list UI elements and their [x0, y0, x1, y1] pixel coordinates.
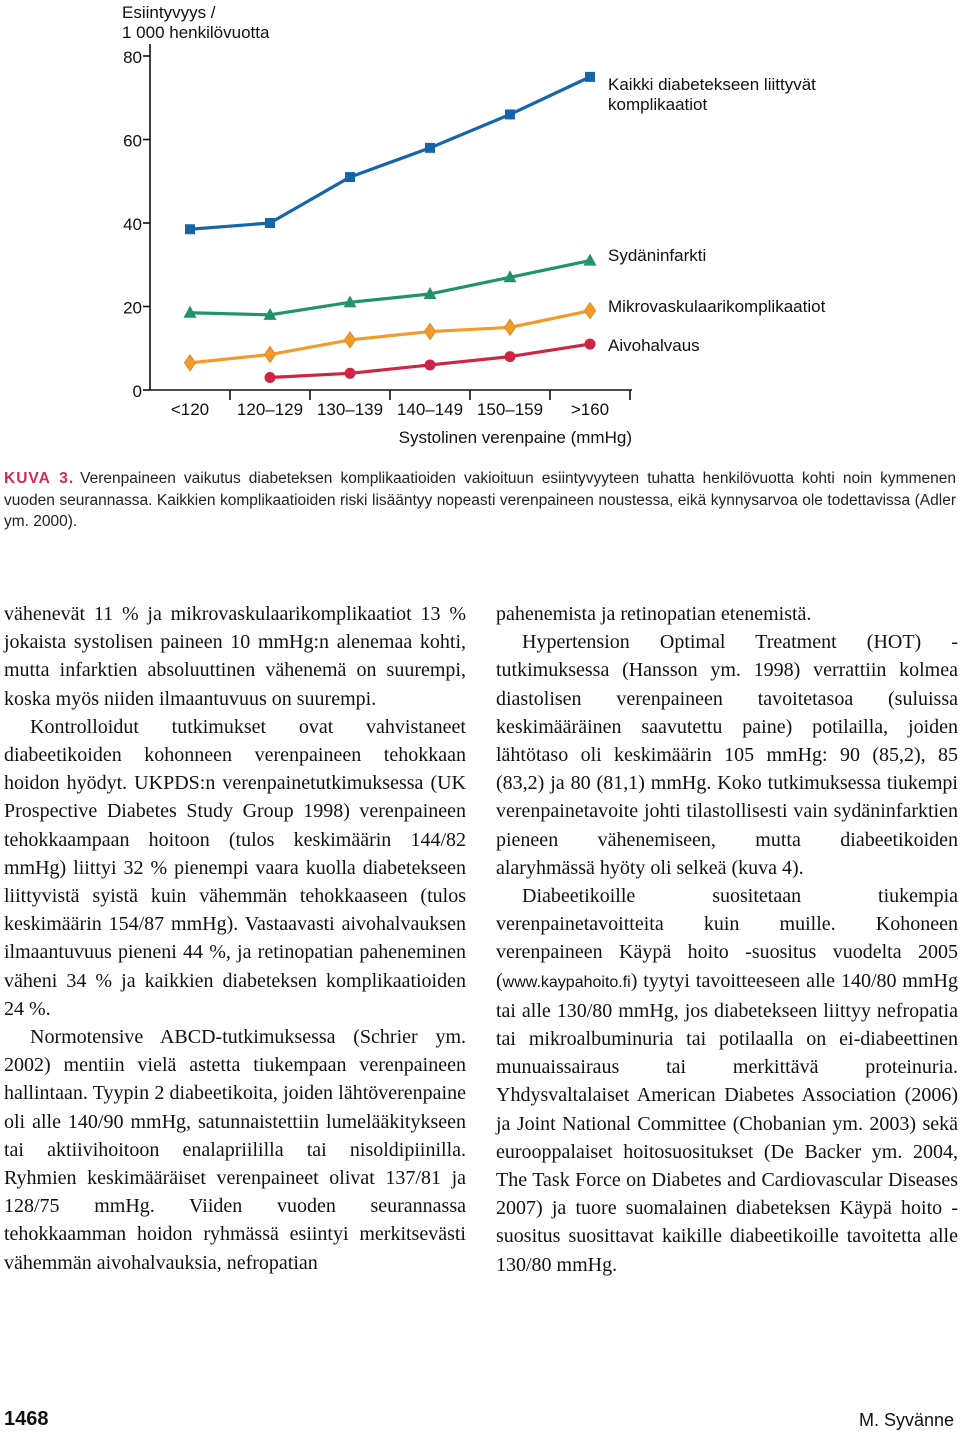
data-point-triangle	[584, 254, 597, 266]
y-axis-label-line1: Esiintyvyys /	[122, 3, 216, 22]
data-point-square	[505, 109, 515, 119]
x-ticks	[171, 390, 630, 419]
paragraph: pahenemista ja retinopatian etenemistä.	[496, 603, 812, 625]
data-point-diamond	[505, 319, 516, 335]
data-point-square	[265, 218, 275, 228]
legend-label-myocardial-infarction: Sydäninfarkti	[608, 246, 707, 265]
paragraph: Hypertension Optimal Treatment (HOT) -tutkimuksessa (Hansson ym. 1998) verrattiin kolmea diastolisen verenpaineen tavoitetasoa (suluissa keskimääräinen saavutettu paine) potilailla, joiden lähtötaso oli keskimäärin 105 mmHg: 90 (85,2), 85 (83,2) ja 80 (81,1) mmHg. Koko tutkimuksessa tiukempi verenpainetavoite johti tilastollisesti vain sydäninfarktien pieneen vähenemiseen, mutta diabeetikoiden alaryhmässä hyöty oli selkeä (kuva 4).	[496, 631, 958, 879]
figure-caption	[4, 468, 956, 533]
x-tick-label: <120	[170, 400, 210, 419]
chart-axes	[150, 44, 632, 390]
series-line	[190, 261, 590, 315]
paragraph-with-link	[496, 882, 958, 1279]
data-point-diamond	[265, 347, 276, 363]
y-tick-label: 40	[123, 215, 142, 234]
y-tick-label: 60	[123, 131, 142, 151]
legend-label-stroke: Aivohalvaus	[608, 336, 700, 355]
incidence-line-chart	[0, 0, 960, 450]
figure-caption-text: Verenpaineen vaikutus diabeteksen komplikaatioiden vakioituun esiintyvyyteen tuhatta henkilövuotta kohti noin kymmenen vuoden seurannassa. Kaikkien komplikaatioiden riski lisääntyy nopeasti verenpaineen noustessa, eikä kynnysarvoa ole todettavissa (Adler ym. 2000).	[4, 470, 956, 530]
data-point-diamond	[185, 355, 196, 371]
data-point-circle	[425, 359, 436, 370]
x-tick-label: 130–139	[316, 400, 384, 419]
paragraph-text: ) tyytyi tavoitteeseen alle 140/80 mmHg tai alle 130/80 mmHg, jos diabetekseen liittyy nefropatia tai mikroalbuminuria tai potilaalla on ei-diabeettinen munuaissairaus tai merkittävä proteinuria. Yhdysvaltalaiset American Diabetes Association (2006) ja Joint National Committee (Chobanian ym. 2003) sekä eurooppalaiset hoitosuositukset (De Backer ym. 2004, The Task Force on Diabetes and Cardiovascular Diseases 2007) ja tuore suomalainen diabeteksen Käypä hoito -suositus suosittavat kaikille diabeetikoille tavoitetta alle 130/80 mmHg.	[496, 969, 958, 1276]
x-tick-label: >160	[570, 400, 610, 419]
data-point-diamond	[345, 332, 356, 348]
x-tick-label: 150–159	[476, 400, 544, 419]
data-point-square	[585, 72, 595, 82]
data-point-square	[185, 224, 195, 234]
y-axis-label-line2: 1 000 henkilövuotta	[122, 23, 270, 42]
y-tick-label: 80	[123, 48, 142, 67]
data-point-diamond	[585, 303, 596, 319]
data-point-circle	[585, 339, 596, 350]
page-number: 1468	[4, 1408, 49, 1430]
data-point-circle	[265, 372, 276, 383]
x-tick-label: 140–149	[396, 400, 464, 419]
body-column-right	[496, 600, 958, 1279]
data-point-square	[345, 172, 355, 182]
chart-legend	[608, 75, 826, 355]
kaypahoito-link[interactable]: www.kaypahoito.fi	[502, 973, 631, 991]
y-tick-label: 0	[132, 382, 142, 401]
chart-series	[184, 72, 597, 383]
y-ticks	[123, 48, 150, 401]
data-point-diamond	[425, 324, 436, 340]
data-point-circle	[505, 351, 516, 362]
series-line	[190, 77, 590, 229]
legend-label-microvascular: Mikrovaskulaarikomplikaatiot	[608, 297, 826, 316]
data-point-square	[425, 143, 435, 153]
y-tick-label: 20	[123, 298, 142, 318]
paragraph-text: Diabeetikoille suositetaan tiukempia verenpainetavoitteita kuin muille. Kohoneen verenpaineen Käypä hoito -suositus vuodelta 2005 (	[496, 885, 958, 992]
x-tick-label: 120–129	[236, 400, 304, 419]
body-column-left	[4, 600, 466, 1277]
legend-label-all-complications: komplikaatiot	[608, 95, 708, 114]
paragraph: Kontrolloidut tutkimukset ovat vahvistaneet diabeetikoiden kohonneen verenpaineen tehokkaan hoidon hyödyt. UKPDS:n verenpainetutkimuksessa (UK Prospective Diabetes Study Group 1998) verenpaineen tehokkaampaan hoitoon (tulos keskimäärin 144/82 mmHg) liittyi 32 % pienempi vaara kuolla diabetekseen liittyvistä syistä kuin vähemmän tehokkaaseen (tulos keskimäärin 154/87 mmHg). Vastaavasti aivohalvauksen ilmaantuvuus pieneni 44 %, ja retinopatian paheneminen väheni 34 % ja kaikkien diabeteksen komplikaatioiden 24 %.	[4, 715, 466, 1020]
author-name: M. Syvänne	[858, 1410, 954, 1430]
data-point-circle	[345, 368, 356, 379]
paragraph: Normotensive ABCD-tutkimuksessa (Schrier ym. 2002) mentiin vielä astetta tiukempaan verenpaineen hallintaan. Tyypin 2 diabeetikoita, joiden lähtöverenpaine oli alle 140/90 mmHg, satunnaistettiin lumelääkitykseen tai aktiivihoitoon enalapriililla tai nisoldipiinilla. Ryhmien keskimääräiset verenpaineet olivat 137/81 ja 128/75 mmHg. Viiden vuoden seurannassa tehokkaamman hoidon ryhmässä esiintyi merkitsevästi vähemmän aivohalvauksia, nefropatian	[4, 1026, 466, 1274]
paragraph: vähenevät 11 % ja mikrovaskulaarikomplikaatiot 13 % jokaista systolisen paineen 10 mmHg:n alenemaa kohti, mutta infarktien absoluuttinen vähenemä on suurempi, koska myös niiden ilmaantuvuus on suurempi.	[4, 603, 466, 710]
figure-label: KUVA 3.	[4, 470, 75, 487]
x-axis-label: Systolinen verenpaine (mmHg)	[398, 428, 632, 447]
legend-label-all-complications: Kaikki diabetekseen liittyvät	[608, 75, 816, 94]
